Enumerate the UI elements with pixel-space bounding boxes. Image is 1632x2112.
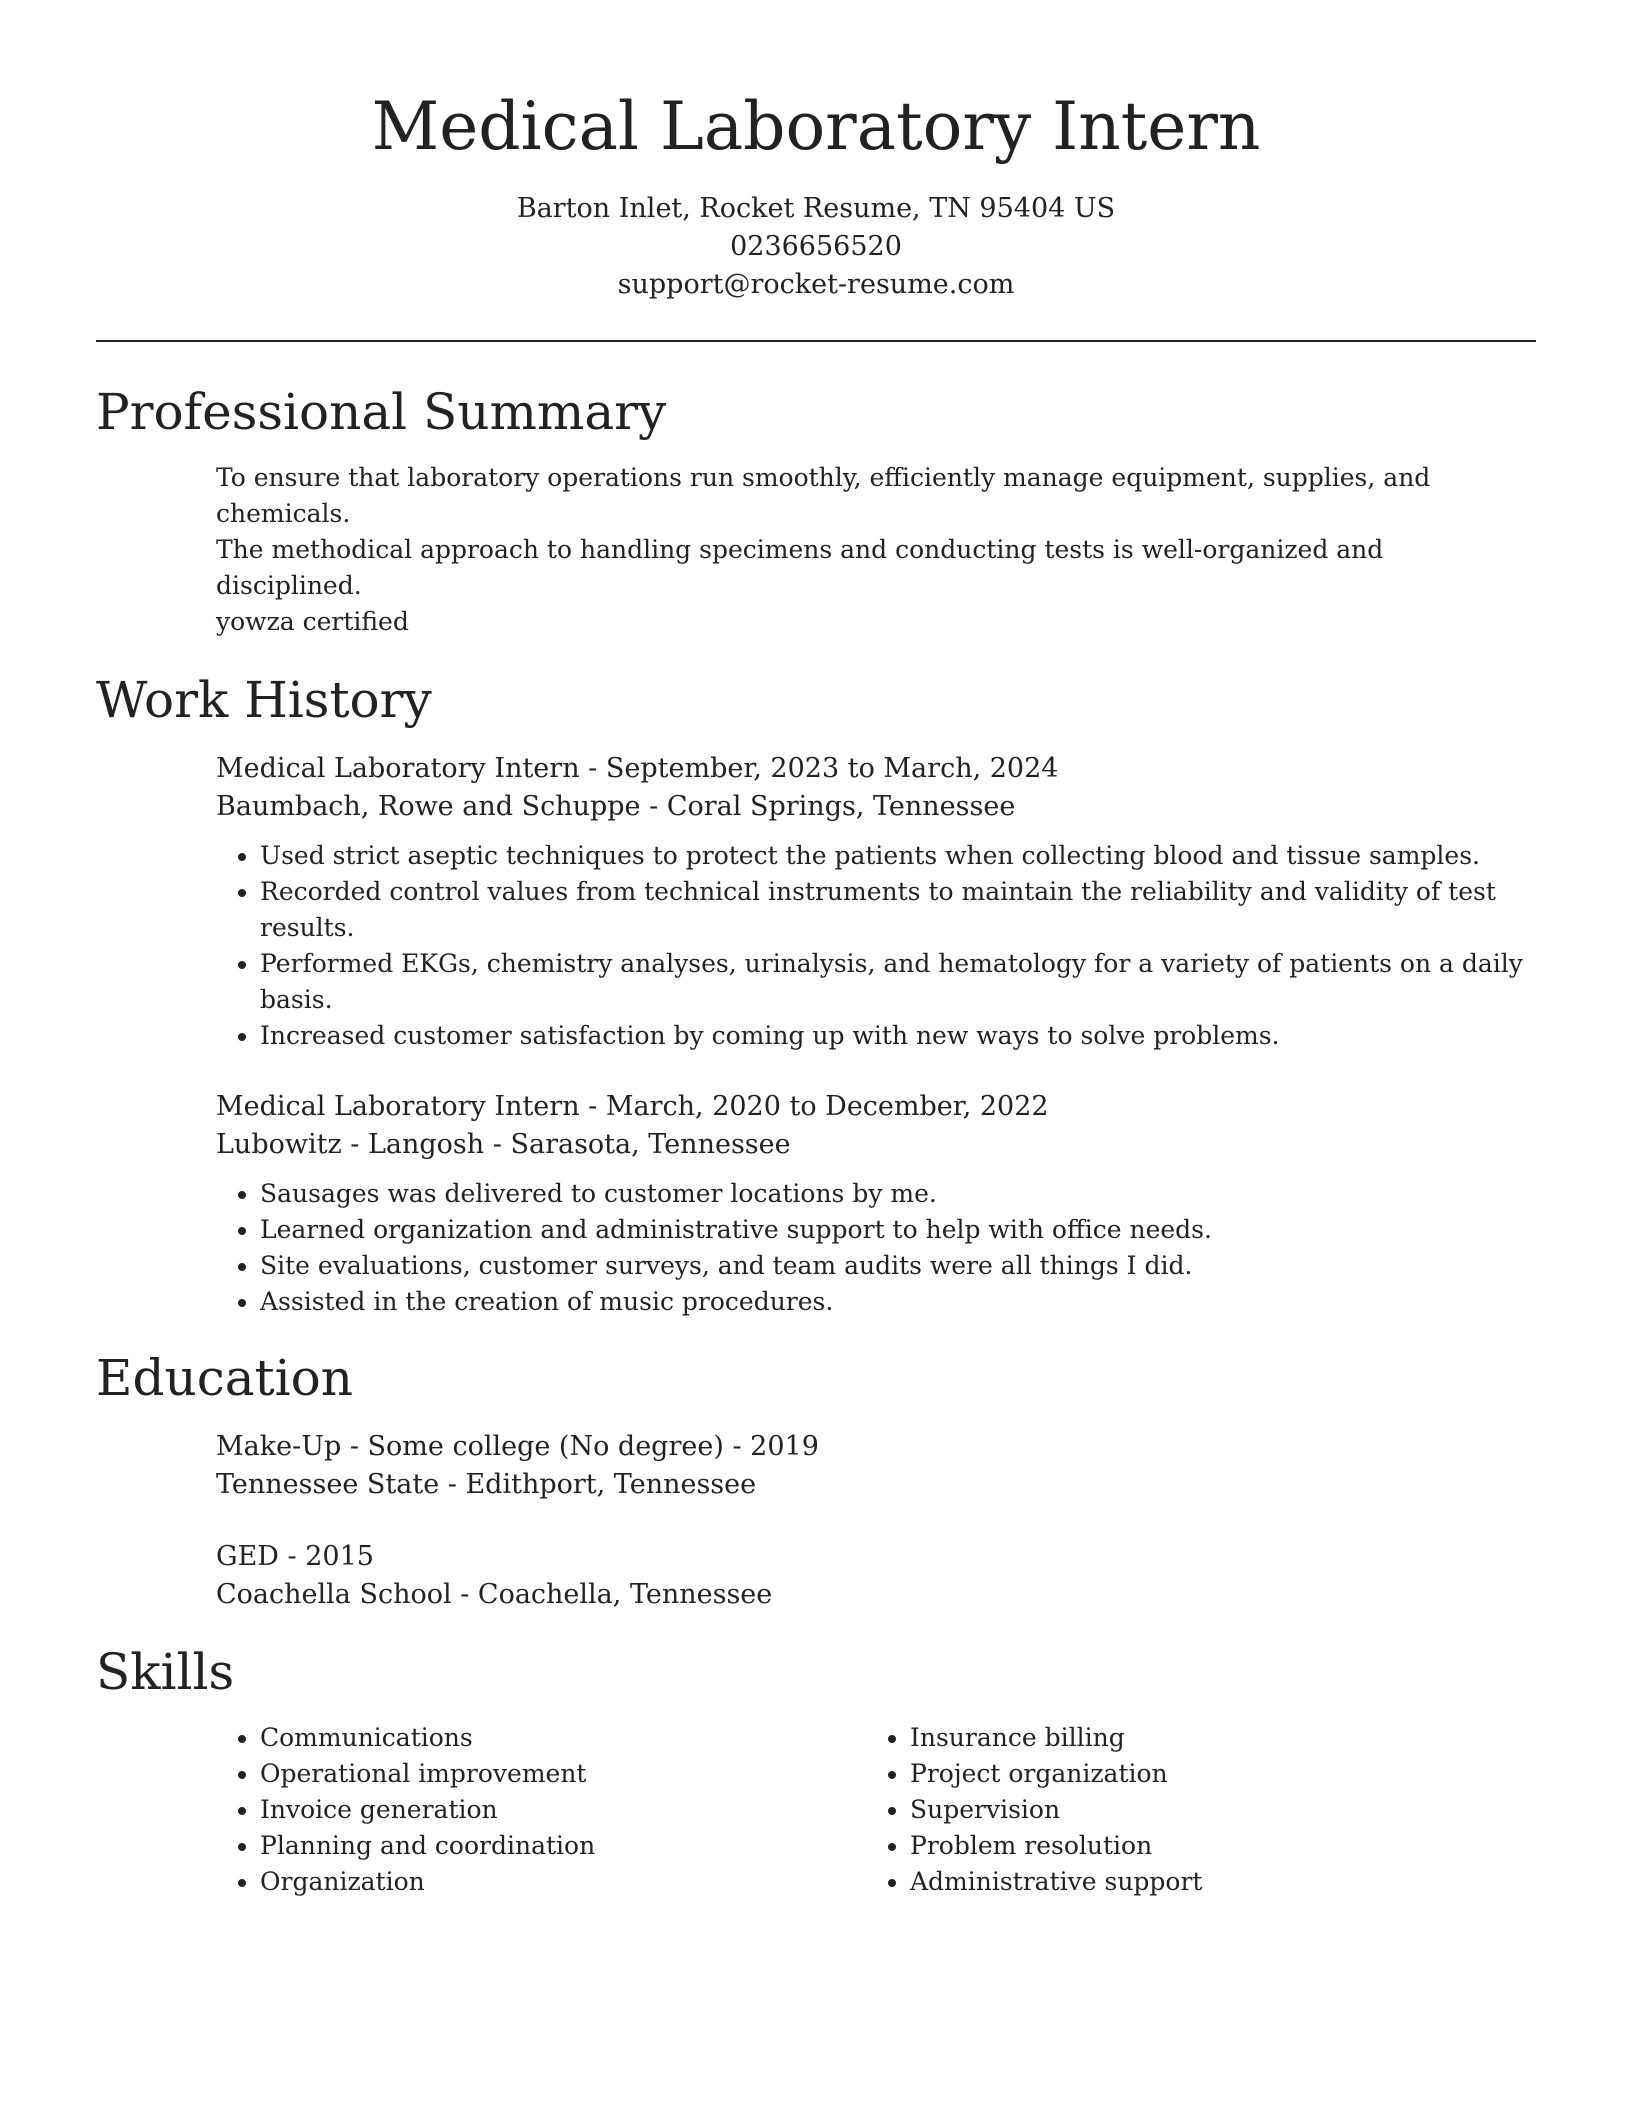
separator: - [579,753,606,784]
skill-item: • Organization [260,1864,866,1900]
job-bullet: • Increased customer satisfaction by coming up with new ways to solve problems. [260,1018,1536,1054]
separator: - [640,791,667,822]
education-degree: GED [216,1541,279,1572]
job-bullets [216,1176,1536,1320]
education-degree-line [216,1538,1536,1576]
job-employer: Baumbach, Rowe and Schuppe [216,791,641,822]
job-title-line [216,750,1536,788]
separator: - [439,1469,466,1500]
job-dates: September, 2023 to March, 2024 [605,753,1059,784]
skill-item: • Supervision [910,1792,1516,1828]
job-bullet: • Used strict aseptic techniques to protect the patients when collecting blood and tissue samples. [260,838,1536,874]
education-school-line [216,1466,1536,1504]
job-bullets [216,838,1536,1054]
education-degree-line [216,1428,1536,1466]
section-title-summary: Professional Summary [96,383,667,441]
job-employer-line [216,788,1536,826]
contact-address: Barton Inlet, Rocket Resume, TN 95404 US [516,193,1116,224]
job-dates: March, 2020 to December, 2022 [605,1091,1049,1122]
candidate-name: Medical Laboratory Intern [371,88,1261,165]
education [216,1428,1536,1614]
job-entry [216,1088,1536,1320]
education-entry [216,1538,1536,1614]
section-title-skills: Skills [96,1643,235,1701]
job-title: Medical Laboratory Intern [216,1091,580,1122]
education-school: Tennessee State [216,1469,440,1500]
job-bullet: • Learned organization and administrative support to help with office needs. [260,1212,1536,1248]
job-bullet: • Performed EKGs, chemistry analyses, urinalysis, and hematology for a variety of patients on a daily basis. [260,946,1536,1018]
education-year: 2019 [750,1431,819,1462]
job-employer-line [216,1126,1536,1164]
skill-item: • Insurance billing [910,1720,1516,1756]
job-entry [216,750,1536,1054]
job-bullet: • Recorded control values from technical instruments to maintain the reliability and validity of test results. [260,874,1536,946]
separator: - [278,1541,306,1572]
separator: - [579,1091,606,1122]
education-school-line [216,1576,1536,1614]
job-bullet: • Sausages was delivered to customer locations by me. [260,1176,1536,1212]
skills-grid [216,1720,1536,1900]
education-degree: Make-Up - Some college (No degree) [216,1431,724,1462]
skill-item: • Invoice generation [260,1792,866,1828]
skill-item: • Project organization [910,1756,1516,1792]
section-title-education: Education [96,1349,353,1407]
summary-text [216,460,1536,640]
section-title-work-history: Work History [96,671,432,729]
skills-column-right [866,1720,1516,1900]
job-bullet: • Assisted in the creation of music procedures. [260,1284,1536,1320]
job-bullet: • Site evaluations, customer surveys, and team audits were all things I did. [260,1248,1536,1284]
education-location: Edithport, Tennessee [465,1469,757,1500]
separator: - [451,1579,478,1610]
skill-item: • Operational improvement [260,1756,866,1792]
education-location: Coachella, Tennessee [477,1579,773,1610]
summary-line: The methodical approach to handling specimens and conducting tests is well-organized and disciplined. [216,535,1384,600]
job-employer: Lubowitz - Langosh [216,1129,485,1160]
work-history [216,750,1536,1320]
job-title: Medical Laboratory Intern [216,753,580,784]
skill-item: • Planning and coordination [260,1828,866,1864]
summary-line: yowza certified [216,607,409,636]
separator: - [484,1129,511,1160]
resume-header [96,0,1536,304]
education-school: Coachella School [216,1579,452,1610]
education-year: 2015 [305,1541,374,1572]
skill-item: • Administrative support [910,1864,1516,1900]
summary-line: To ensure that laboratory operations run smoothly, efficiently manage equipment, supplies, and chemicals. [216,463,1431,528]
contact-email: support@rocket-resume.com [617,269,1015,300]
education-entry [216,1428,1536,1504]
job-location: Sarasota, Tennessee [510,1129,791,1160]
skills-column-left [216,1720,866,1900]
skill-item: • Communications [260,1720,866,1756]
skill-item: • Problem resolution [910,1828,1516,1864]
job-title-line [216,1088,1536,1126]
header-divider [96,340,1536,342]
contact-phone: 0236656520 [730,231,902,262]
job-location: Coral Springs, Tennessee [666,791,1016,822]
separator: - [723,1431,751,1462]
